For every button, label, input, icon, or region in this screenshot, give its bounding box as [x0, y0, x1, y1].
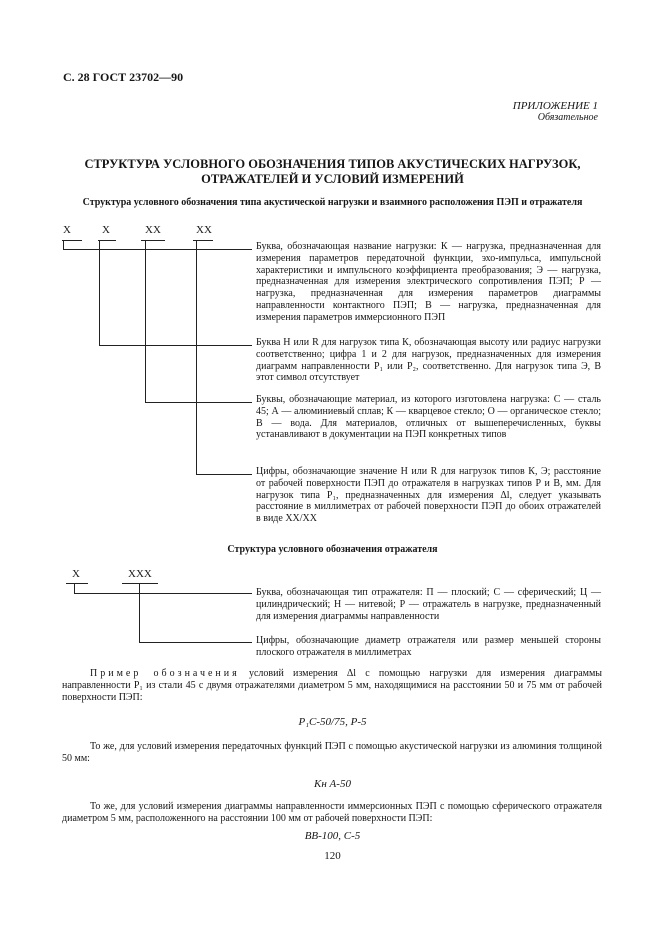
description-reflector-type: Буква, обозначающая тип отражателя: П — плоский; С — сферический; Ц — цилиндрический; Н — нитевой; Р — отражатель в нагрузке, предназначенный для измерения диаграммы направленности — [256, 587, 601, 622]
description-load-name: Буква, обозначающая название нагрузки: К — нагрузка, предназначенная для измерения параметров передаточной функции, эхо-импульса, импульсной характеристики и импульсного коэффициента преобразования; Э — нагрузка, предназначенная для измерения электрического сопротивления ПЭП; Р — нагрузка, предназначенная для измерения параметров диаграммы направленности контактного ПЭП; В — нагрузка, предназначенная для измерения параметров иммерсионного ПЭП — [256, 241, 601, 323]
reflector-leader-horizontal-2 — [139, 642, 252, 643]
appendix-title: ПРИЛОЖЕНИЕ 1 — [512, 100, 598, 112]
symbol-2: X — [102, 224, 110, 236]
description-distance: Цифры, обозначающие значение Н или R для нагрузок типов К, Э; расстояние от рабочей поверхности ПЭП до отражателя в нагрузках типов Р и В, мм. Для нагрузок типа P₁, предназначенных для измерения Δl, следует указывать расстояние в миллиметрах от рабочей поверхности ПЭП до обоих отражателей в виде XX/XX — [256, 466, 601, 525]
reflector-symbol-1: X — [72, 568, 80, 580]
reflector-underline-1 — [66, 583, 88, 584]
example-text-2: То же, для условий измерения передаточных функций ПЭП с помощью акустической нагрузки из алюминия толщиной 50 мм: — [62, 741, 602, 764]
formula-1: P₁С-50/75, Р-5 — [298, 716, 367, 728]
document-title — [60, 157, 605, 187]
example-label: Пример обозначения — [90, 668, 240, 679]
leader-vertical-4 — [196, 240, 197, 475]
page-label: С. 28 ГОСТ 23702—90 — [63, 70, 184, 84]
description-height-radius: Буква Н или R для нагрузок типа К, обозначающая высоту или радиус нагрузки соответственно; цифра 1 и 2 для нагрузок, предназначенных для измерения диаграмм направленности P₁ или P₂, соответственно. Для нагрузок типа Э, В этот символ отсутствует — [256, 337, 601, 384]
leader-vertical-1 — [63, 240, 64, 249]
reflector-leader-vertical-2 — [139, 583, 140, 643]
leader-horizontal-1 — [63, 249, 252, 250]
reflector-symbol-2: XXX — [128, 568, 152, 580]
example-paragraph-1 — [62, 668, 602, 704]
section1-heading: Структура условного обозначения типа акустической нагрузки и взаимного расположения ПЭП и отражателя — [82, 197, 583, 208]
title-line-2: ОТРАЖАТЕЛЕЙ И УСЛОВИЙ ИЗМЕРЕНИЙ — [201, 172, 464, 186]
leader-vertical-2 — [99, 240, 100, 346]
description-reflector-size: Цифры, обозначающие диаметр отражателя или размер меньшей стороны плоского отражателя в миллиметрах — [256, 635, 601, 658]
section2-heading: Структура условного обозначения отражателя — [227, 544, 438, 555]
symbol-underline-1 — [62, 240, 82, 241]
formula-3: ВВ-100, С-5 — [304, 830, 361, 842]
leader-vertical-3 — [145, 240, 146, 403]
leader-horizontal-4 — [196, 474, 252, 475]
reflector-underline-2 — [122, 583, 158, 584]
formula-2: Кн А-50 — [314, 778, 351, 790]
leader-horizontal-2 — [99, 345, 252, 346]
example-paragraph-3 — [62, 801, 602, 825]
example-text-1: условий измерения Δl с помощью нагрузки для измерения диаграммы направленности P₁ из стали 45 с двумя отражателями диаметром 5 мм, находящимися на расстоянии 50 и 75 мм от рабочей поверхности ПЭП: — [62, 668, 603, 703]
appendix-block — [513, 100, 598, 123]
leader-horizontal-3 — [145, 402, 252, 403]
title-line-1: СТРУКТУРА УСЛОВНОГО ОБОЗНАЧЕНИЯ ТИПОВ АКУСТИЧЕСКИХ НАГРУЗОК, — [84, 157, 581, 171]
reflector-leader-horizontal-1 — [74, 593, 252, 594]
symbol-4: XX — [196, 224, 212, 236]
appendix-status: Обязательное — [537, 112, 598, 123]
symbol-1: X — [63, 224, 71, 236]
description-material: Буквы, обозначающие материал, из которого изготовлена нагрузка: С — сталь 45; А — алюминиевый сплав; К — кварцевое стекло; О — органическое стекло; В — вода. Для материалов, отличных от вышеперечисленных, буквы устанавливают в документации на ПЭП конкретных типов — [256, 394, 601, 441]
symbol-underline-2 — [98, 240, 116, 241]
page-number: 120 — [324, 850, 341, 862]
symbol-3: XX — [145, 224, 161, 236]
example-text-3: То же, для условий измерения диаграммы направленности иммерсионных ПЭП с помощью сферического отражателя диаметром 5 мм, расположенного на расстоянии 100 мм от рабочей поверхности ПЭП: — [62, 801, 602, 824]
example-paragraph-2 — [62, 741, 602, 765]
